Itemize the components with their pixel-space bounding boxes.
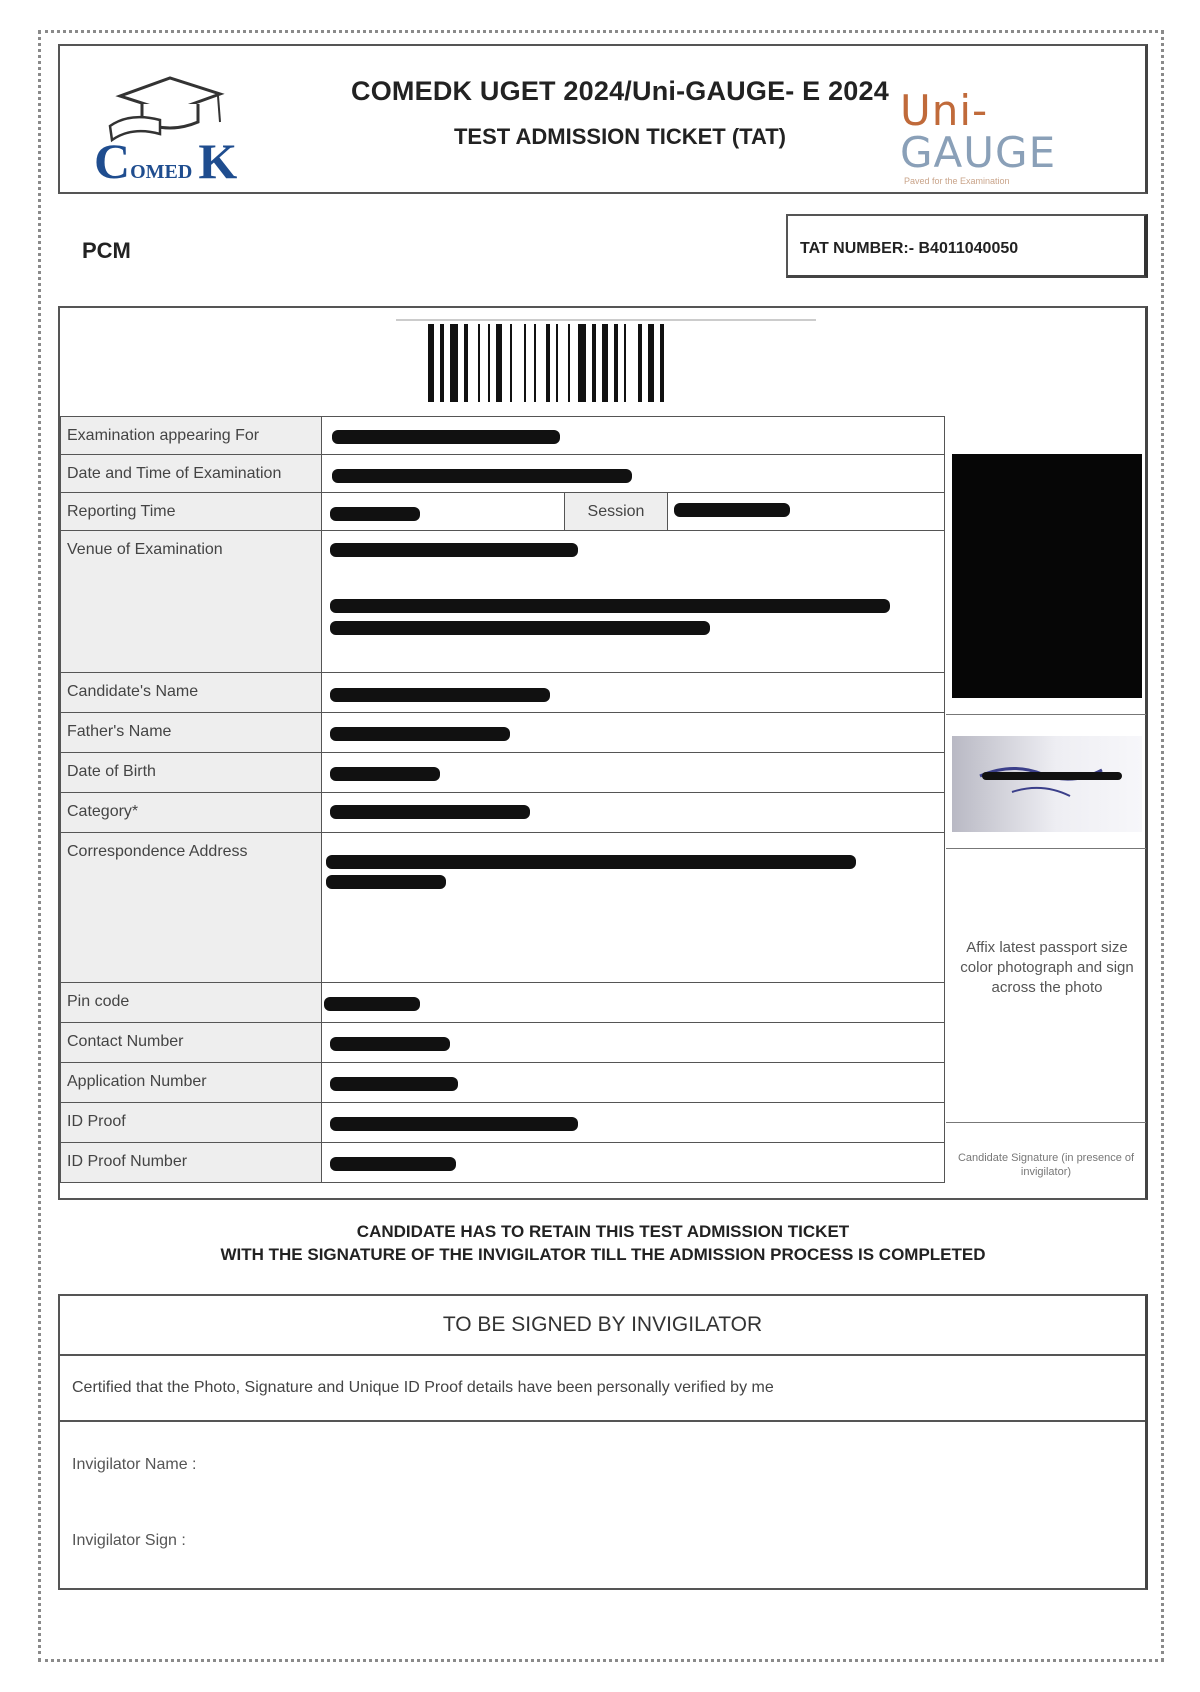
invigilator-title: TO BE SIGNED BY INVIGILATOR [60, 1296, 1145, 1356]
logo-uni-text: Uni- [900, 86, 990, 135]
instruction-line-1: CANDIDATE HAS TO RETAIN THIS TEST ADMISSION TICKET [356, 1222, 850, 1241]
row-label: Correspondence Address [61, 833, 322, 983]
redacted-value [668, 493, 945, 531]
invigilator-name-label: Invigilator Name : [72, 1456, 197, 1473]
redacted-value [322, 455, 945, 493]
table-row [61, 1023, 945, 1063]
divider [946, 1122, 1146, 1123]
tat-number-box [786, 214, 1148, 278]
uni-gauge-logo [900, 86, 1140, 186]
redacted-value [322, 417, 945, 455]
candidate-photo-redacted [952, 454, 1142, 698]
redacted-value [322, 531, 945, 673]
table-row [61, 793, 945, 833]
table-row [61, 753, 945, 793]
instruction-line-2: WITH THE SIGNATURE OF THE INVIGILATOR TILL THE ADMISSION PROCESS IS COMPLETED [220, 1245, 986, 1264]
row-label: Father's Name [61, 713, 322, 753]
ticket-title: COMEDK UGET 2024/Uni-GAUGE- E 2024 [351, 76, 889, 106]
photo-column [946, 416, 1146, 1200]
table-row [61, 493, 945, 531]
row-label: Examination appearing For [61, 417, 322, 455]
affix-photo-instruction: Affix latest passport size color photograph and sign across the photo [960, 939, 1134, 996]
invigilator-section [58, 1294, 1148, 1590]
details-table [60, 416, 945, 1183]
row-label: Pin code [61, 983, 322, 1023]
session-label: Session [565, 493, 668, 531]
row-label: Category* [61, 793, 322, 833]
table-row [61, 713, 945, 753]
invigilator-certification: Certified that the Photo, Signature and Unique ID Proof details have been personally verified by me [60, 1356, 1145, 1422]
row-label: Contact Number [61, 1023, 322, 1063]
redacted-value [322, 493, 565, 531]
table-row [61, 455, 945, 493]
candidate-signature-image [952, 736, 1142, 832]
logo-letter-k: K [198, 133, 238, 189]
redacted-value [322, 1063, 945, 1103]
divider [946, 714, 1146, 715]
logo-letters-omed: OMED [130, 161, 193, 183]
row-label: Venue of Examination [61, 531, 322, 673]
redacted-value [322, 833, 945, 983]
row-label: Date and Time of Examination [61, 455, 322, 493]
row-label: ID Proof Number [61, 1143, 322, 1183]
row-label: Application Number [61, 1063, 322, 1103]
subject-code: PCM [82, 238, 131, 263]
redacted-value [322, 1143, 945, 1183]
table-row [61, 417, 945, 455]
table-row [61, 1063, 945, 1103]
row-label: Date of Birth [61, 753, 322, 793]
table-row [61, 983, 945, 1023]
redacted-value [322, 983, 945, 1023]
comedk-logo [80, 64, 280, 189]
logo-letter-c: C [94, 133, 131, 189]
invigilator-sign-label: Invigilator Sign : [72, 1532, 186, 1549]
redacted-value [322, 753, 945, 793]
table-row [61, 1143, 945, 1183]
logo-tagline: Paved for the Examination [904, 176, 1010, 186]
redacted-value [322, 793, 945, 833]
ticket-header [58, 44, 1148, 194]
redacted-value [322, 1023, 945, 1063]
table-row [61, 673, 945, 713]
row-label: Candidate's Name [61, 673, 322, 713]
divider [946, 848, 1146, 849]
logo-gauge-text: GAUGE [900, 128, 1057, 177]
signature-scribble-icon [952, 736, 1142, 832]
candidate-details-section [58, 306, 1148, 1200]
redacted-value [322, 673, 945, 713]
row-label: Reporting Time [61, 493, 322, 531]
row-label: ID Proof [61, 1103, 322, 1143]
ticket-subtitle: TEST ADMISSION TICKET (TAT) [453, 124, 786, 149]
table-row [61, 833, 945, 983]
tat-number: TAT NUMBER:- B4011040050 [800, 240, 1019, 257]
table-row [61, 531, 945, 673]
table-row [61, 1103, 945, 1143]
redacted-value [322, 713, 945, 753]
barcode [396, 318, 816, 408]
redacted-value [322, 1103, 945, 1143]
candidate-signature-label: Candidate Signature (in presence of invigilator) [957, 1152, 1135, 1178]
retain-ticket-instruction [58, 1220, 1148, 1266]
